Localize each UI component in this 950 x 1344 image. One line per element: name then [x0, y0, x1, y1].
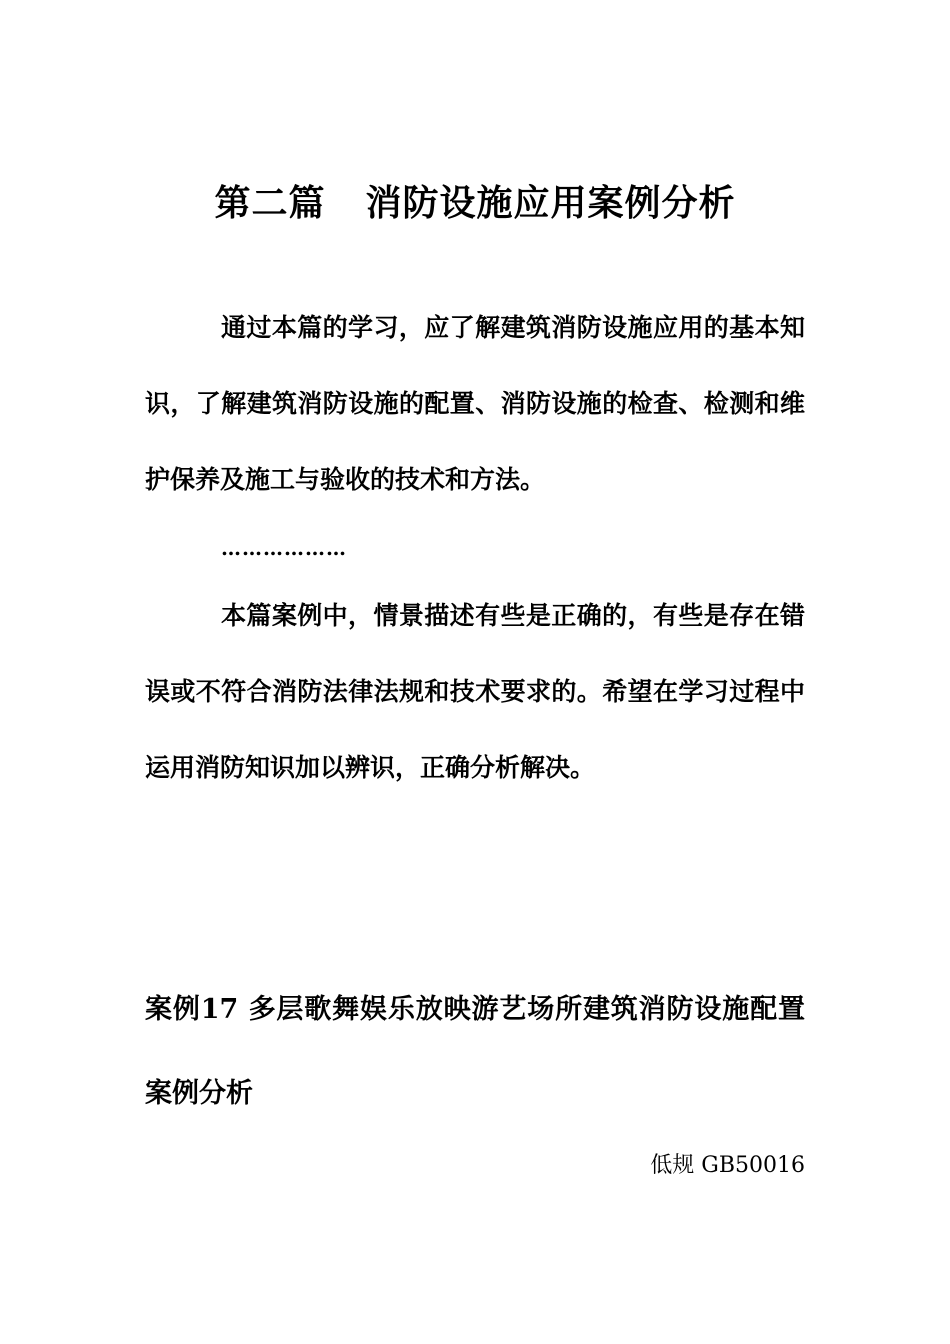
title-main-label: 消防设施应用案例分析: [365, 183, 736, 225]
case-heading: 案例17 多层歌舞娱乐放映游艺场所建筑消防设施配置案例分析: [145, 994, 805, 1109]
reference-note: 低规 GB50016: [650, 1153, 805, 1178]
note-paragraph: 本篇案例中，情景描述有些是正确的，有些是存在错误或不符合消防法律法规和技术要求的。希望在学习过程中运用消防知识加以辨识，正确分析解决。: [145, 601, 805, 782]
body-content: [145, 290, 805, 806]
title-part-label: 第二篇: [214, 183, 326, 225]
intro-paragraph: 通过本篇的学习，应了解建筑消防设施应用的基本知识，了解建筑消防设施的配置、消防设施的检查、检测和维护保养及施工与验收的技术和方法。: [145, 313, 805, 494]
page-title: [0, 180, 950, 228]
ellipsis-separator: ………………: [221, 536, 347, 560]
